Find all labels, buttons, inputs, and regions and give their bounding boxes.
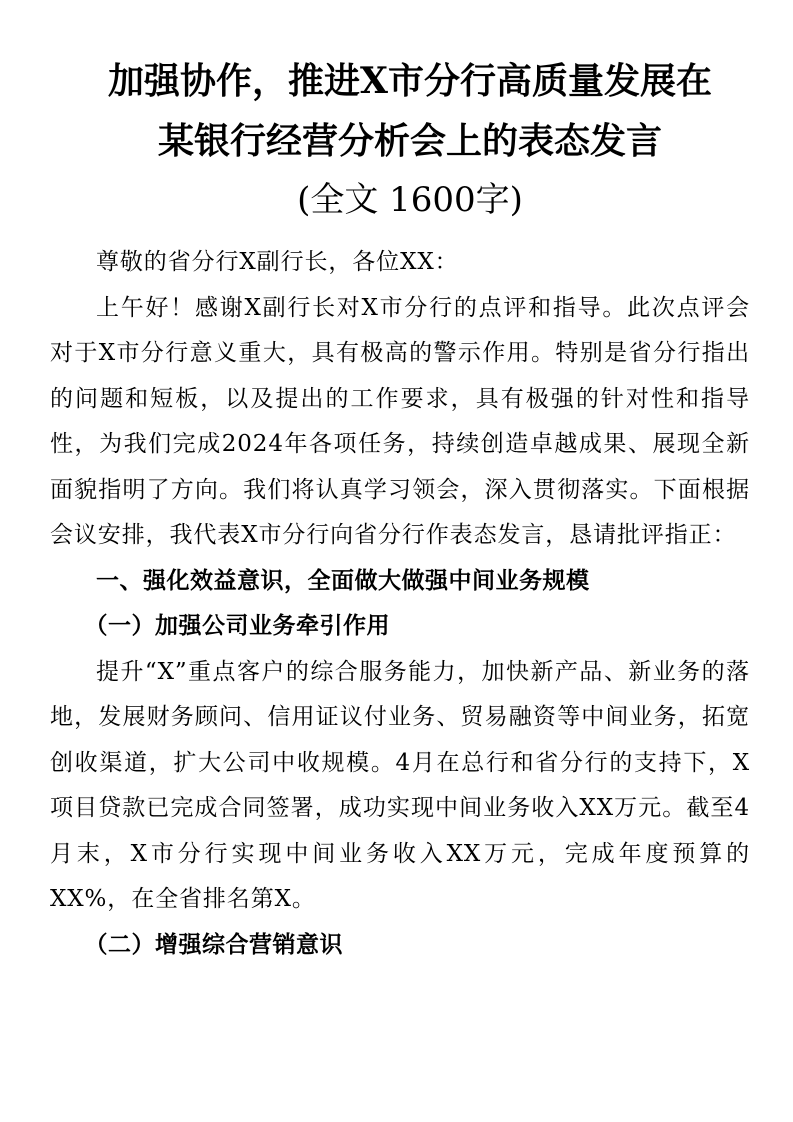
document-title-line-1: 加强协作，推进X市分行高质量发展在 — [108, 60, 712, 102]
subsection-heading-2: （二）增强综合营销意识 — [84, 931, 343, 958]
salutation: 尊敬的省分行X副行长，各位XX： — [96, 249, 459, 275]
document-title-line-2: 某银行经营分析会上的表态发言 — [157, 120, 662, 162]
subsection-paragraph-1: 提升“X”重点客户的综合服务能力，加快新产品、新业务的落地，发展财务顾问、信用证议付业务、贸易融资等中间业务，拓宽创收渠道，扩大公司中收规模。4月在总行和省分行的支持下，X项目贷款已完成合同签署，成功实现中间业务收入XX万元。截至4月末，X市分行实现中间业务收入XX万元，完成年度预算的XX%，在全省排名第X。 — [50, 658, 750, 912]
subsection-heading-1: （一）加强公司业务牵引作用 — [84, 613, 390, 639]
word-count-note: (全文 1600字) — [297, 180, 523, 220]
document-body — [50, 240, 750, 968]
section-heading-1: 一、强化效益意识，全面做大做强中间业务规模 — [96, 567, 590, 594]
opening-paragraph: 上午好！感谢X副行长对X市分行的点评和指导。此次点评会对于X市分行意义重大，具有极高的警示作用。特别是省分行指出的问题和短板，以及提出的工作要求，具有极强的针对性和指导性，为我们完成2024年各项任务，持续创造卓越成果、展现全新面貌指明了方向。我们将认真学习领会，深入贯彻落实。下面根据会议安排，我代表X市分行向省分行作表态发言，恳请批评指正： — [50, 294, 750, 548]
